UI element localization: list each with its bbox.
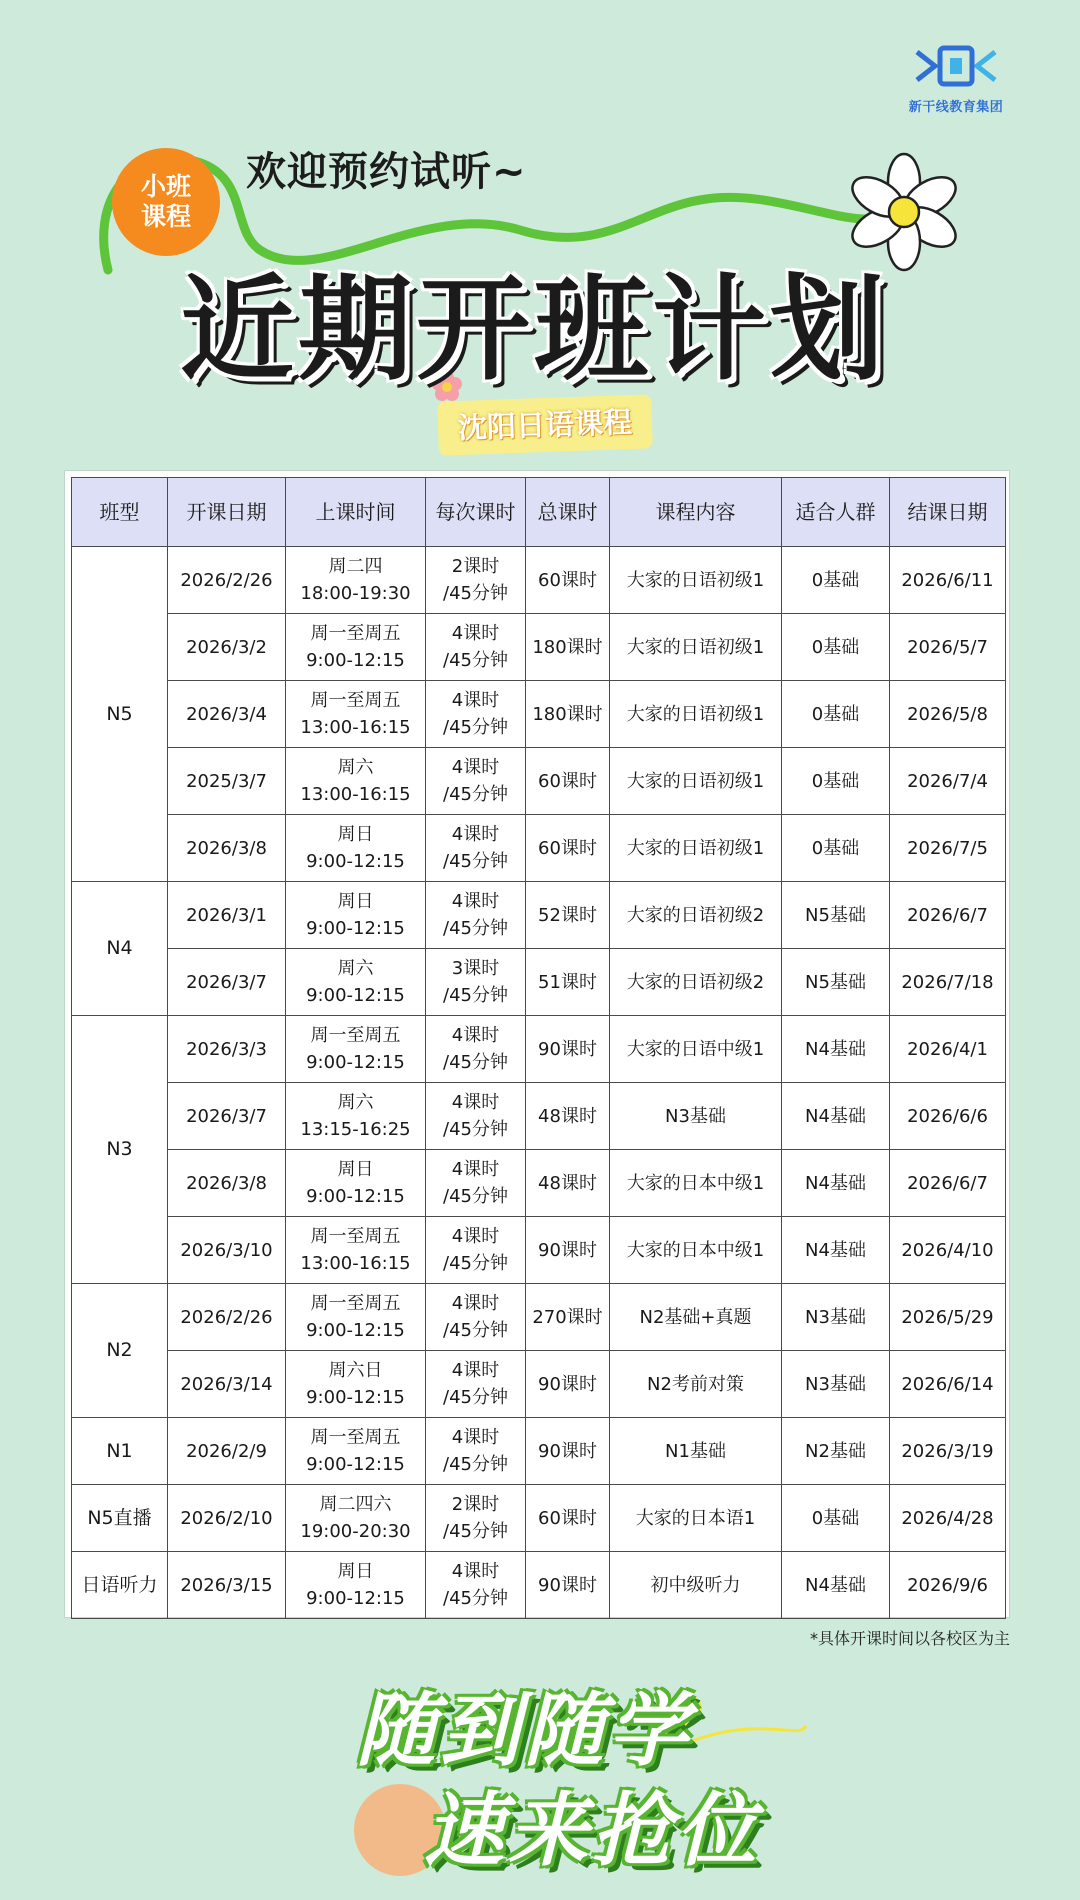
- target-level-cell: N4基础: [782, 1217, 890, 1284]
- class-type-cell: 日语听力: [72, 1552, 168, 1619]
- class-time-cell-line: 19:00-20:30: [300, 1521, 411, 1542]
- per-session-cell-line: /45分钟: [443, 1320, 508, 1341]
- course-content-cell: 初中级听力: [610, 1552, 782, 1619]
- badge-line-1: 小班: [140, 172, 191, 201]
- total-hours-cell: 60课时: [526, 547, 610, 614]
- total-hours-cell: 90课时: [526, 1351, 610, 1418]
- course-content-cell: N2基础+真题: [610, 1284, 782, 1351]
- per-session-cell-line: 4课时: [451, 1226, 500, 1247]
- class-time-cell-line: 13:15-16:25: [300, 1119, 411, 1140]
- column-header: 总课时: [526, 478, 610, 547]
- total-hours-cell: 180课时: [526, 614, 610, 681]
- brand-name: 新干线教育集团: [908, 100, 1004, 115]
- target-level-cell: N3基础: [782, 1284, 890, 1351]
- column-header: 开课日期: [168, 478, 286, 547]
- per-session-cell-line: /45分钟: [443, 918, 508, 939]
- course-content-cell: N2考前对策: [610, 1351, 782, 1418]
- per-session-cell-line: 4课时: [451, 1092, 500, 1113]
- class-time-cell-line: 周一至周五: [310, 1226, 401, 1247]
- per-session-cell-line: 4课时: [451, 1360, 500, 1381]
- course-content-cell: 大家的日语初级1: [610, 614, 782, 681]
- start-date-cell: 2025/3/7: [168, 748, 286, 815]
- column-header: 上课时间: [286, 478, 426, 547]
- start-date-cell: 2026/3/15: [168, 1552, 286, 1619]
- target-level-cell: N4基础: [782, 1150, 890, 1217]
- per-session-cell-line: /45分钟: [443, 1454, 508, 1475]
- total-hours-cell: 52课时: [526, 882, 610, 949]
- end-date-cell: 2026/3/19: [890, 1418, 1006, 1485]
- start-date-cell: 2026/3/10: [168, 1217, 286, 1284]
- start-date-cell: 2026/2/9: [168, 1418, 286, 1485]
- start-date-cell: 2026/2/26: [168, 1284, 286, 1351]
- start-date-cell: 2026/3/1: [168, 882, 286, 949]
- class-type-cell: N4: [72, 882, 168, 1016]
- per-session-cell-line: 3课时: [451, 958, 500, 979]
- class-time-cell-line: 18:00-19:30: [300, 583, 411, 604]
- target-level-cell: N4基础: [782, 1552, 890, 1619]
- total-hours-cell: 270课时: [526, 1284, 610, 1351]
- class-time-cell-line: 周日: [337, 1561, 374, 1582]
- total-hours-cell: 60课时: [526, 1485, 610, 1552]
- target-level-cell: N5基础: [782, 882, 890, 949]
- end-date-cell: 2026/4/10: [890, 1217, 1006, 1284]
- end-date-cell: 2026/4/1: [890, 1016, 1006, 1083]
- page-title: 近期开班计划: [180, 263, 889, 396]
- class-time-cell-line: 周一至周五: [310, 1293, 401, 1314]
- target-level-cell: 0基础: [782, 547, 890, 614]
- class-time-cell-line: 9:00-12:15: [306, 650, 405, 671]
- target-level-cell: N2基础: [782, 1418, 890, 1485]
- start-date-cell: 2026/3/8: [168, 1150, 286, 1217]
- per-session-cell-line: 4课时: [451, 1293, 500, 1314]
- target-level-cell: N5基础: [782, 949, 890, 1016]
- per-session-cell-line: 4课时: [451, 623, 500, 644]
- class-time-cell-line: 9:00-12:15: [306, 1454, 405, 1475]
- total-hours-cell: 60课时: [526, 815, 610, 882]
- per-session-cell-line: /45分钟: [443, 1186, 508, 1207]
- class-time-cell-line: 9:00-12:15: [306, 1052, 405, 1073]
- class-time-cell-line: 周六: [337, 1092, 374, 1113]
- per-session-cell-line: /45分钟: [443, 1253, 508, 1274]
- per-session-cell-line: /45分钟: [443, 1387, 508, 1408]
- start-date-cell: 2026/3/8: [168, 815, 286, 882]
- start-date-cell: 2026/3/7: [168, 949, 286, 1016]
- per-session-cell-line: /45分钟: [443, 851, 508, 872]
- class-time-cell-line: 9:00-12:15: [306, 1320, 405, 1341]
- total-hours-cell: 90课时: [526, 1217, 610, 1284]
- class-time-cell-line: 13:00-16:15: [300, 784, 411, 805]
- end-date-cell: 2026/6/14: [890, 1351, 1006, 1418]
- total-hours-cell: 48课时: [526, 1150, 610, 1217]
- course-content-cell: 大家的日语初级2: [610, 882, 782, 949]
- slogan-line-1: 随到随学: [356, 1684, 692, 1777]
- per-session-cell-line: /45分钟: [443, 583, 508, 604]
- column-header: 适合人群: [782, 478, 890, 547]
- per-session-cell-line: /45分钟: [443, 985, 508, 1006]
- per-session-cell-line: 4课时: [451, 824, 500, 845]
- target-level-cell: N4基础: [782, 1083, 890, 1150]
- class-time-cell-line: 周日: [337, 824, 374, 845]
- class-time-cell-line: 周六日: [328, 1360, 383, 1381]
- class-type-cell: N2: [72, 1284, 168, 1418]
- column-header: 每次课时: [426, 478, 526, 547]
- class-time-cell-line: 周日: [337, 891, 374, 912]
- course-content-cell: 大家的日语初级1: [610, 681, 782, 748]
- start-date-cell: 2026/3/4: [168, 681, 286, 748]
- per-session-cell-line: /45分钟: [443, 1521, 508, 1542]
- per-session-cell-line: 4课时: [451, 757, 500, 778]
- course-content-cell: 大家的日语初级1: [610, 547, 782, 614]
- start-date-cell: 2026/3/7: [168, 1083, 286, 1150]
- target-level-cell: 0基础: [782, 1485, 890, 1552]
- start-date-cell: 2026/2/10: [168, 1485, 286, 1552]
- target-level-cell: N4基础: [782, 1016, 890, 1083]
- column-header: 班型: [72, 478, 168, 547]
- per-session-cell-line: /45分钟: [443, 650, 508, 671]
- per-session-cell-line: /45分钟: [443, 1119, 508, 1140]
- end-date-cell: 2026/9/6: [890, 1552, 1006, 1619]
- class-time-cell-line: 周一至周五: [310, 690, 401, 711]
- class-time-cell-line: 周二四六: [319, 1494, 392, 1515]
- class-time-cell-line: 周一至周五: [310, 1427, 401, 1448]
- end-date-cell: 2026/4/28: [890, 1485, 1006, 1552]
- target-level-cell: N3基础: [782, 1351, 890, 1418]
- course-content-cell: 大家的日本中级1: [610, 1150, 782, 1217]
- class-time-cell-line: 周六: [337, 757, 374, 778]
- end-date-cell: 2026/7/4: [890, 748, 1006, 815]
- welcome-text: 欢迎预约试听~: [246, 149, 527, 195]
- per-session-cell-line: /45分钟: [443, 717, 508, 738]
- per-session-cell-line: /45分钟: [443, 784, 508, 805]
- start-date-cell: 2026/3/14: [168, 1351, 286, 1418]
- class-time-cell-line: 周六: [337, 958, 374, 979]
- end-date-cell: 2026/6/7: [890, 882, 1006, 949]
- target-level-cell: 0基础: [782, 681, 890, 748]
- subtitle-tag: 沈阳日语课程: [437, 394, 653, 455]
- class-time-cell-line: 周二四: [328, 556, 383, 577]
- class-time-cell-line: 9:00-12:15: [306, 985, 405, 1006]
- target-level-cell: 0基础: [782, 815, 890, 882]
- course-content-cell: 大家的日语中级1: [610, 1016, 782, 1083]
- footnote: *具体开课时间以各校区为主: [809, 1629, 1010, 1648]
- slogan-line-2: 速来抢位: [424, 1784, 760, 1877]
- target-level-cell: 0基础: [782, 748, 890, 815]
- course-content-cell: 大家的日本语1: [610, 1485, 782, 1552]
- badge-line-2: 课程: [140, 202, 191, 231]
- course-content-cell: 大家的日本中级1: [610, 1217, 782, 1284]
- per-session-cell-line: 4课时: [451, 690, 500, 711]
- class-time-cell-line: 9:00-12:15: [306, 1387, 405, 1408]
- end-date-cell: 2026/7/18: [890, 949, 1006, 1016]
- per-session-cell-line: 4课时: [451, 1427, 500, 1448]
- column-header: 课程内容: [610, 478, 782, 547]
- total-hours-cell: 51课时: [526, 949, 610, 1016]
- class-type-cell: N1: [72, 1418, 168, 1485]
- per-session-cell-line: 4课时: [451, 1561, 500, 1582]
- end-date-cell: 2026/5/8: [890, 681, 1006, 748]
- course-content-cell: 大家的日语初级1: [610, 748, 782, 815]
- class-time-cell-line: 9:00-12:15: [306, 851, 405, 872]
- class-time-cell-line: 13:00-16:15: [300, 717, 411, 738]
- per-session-cell-line: 2课时: [451, 556, 500, 577]
- total-hours-cell: 180课时: [526, 681, 610, 748]
- per-session-cell-line: 2课时: [451, 1494, 500, 1515]
- class-time-cell-line: 周一至周五: [310, 1025, 401, 1046]
- end-date-cell: 2026/5/29: [890, 1284, 1006, 1351]
- end-date-cell: 2026/6/6: [890, 1083, 1006, 1150]
- end-date-cell: 2026/6/11: [890, 547, 1006, 614]
- end-date-cell: 2026/5/7: [890, 614, 1006, 681]
- total-hours-cell: 60课时: [526, 748, 610, 815]
- course-content-cell: N1基础: [610, 1418, 782, 1485]
- course-content-cell: N3基础: [610, 1083, 782, 1150]
- start-date-cell: 2026/2/26: [168, 547, 286, 614]
- class-type-cell: N5直播: [72, 1485, 168, 1552]
- end-date-cell: 2026/6/7: [890, 1150, 1006, 1217]
- class-time-cell-line: 周一至周五: [310, 623, 401, 644]
- total-hours-cell: 90课时: [526, 1016, 610, 1083]
- total-hours-cell: 90课时: [526, 1552, 610, 1619]
- per-session-cell-line: 4课时: [451, 1159, 500, 1180]
- total-hours-cell: 48课时: [526, 1083, 610, 1150]
- total-hours-cell: 90课时: [526, 1418, 610, 1485]
- start-date-cell: 2026/3/2: [168, 614, 286, 681]
- class-time-cell-line: 13:00-16:15: [300, 1253, 411, 1274]
- end-date-cell: 2026/7/5: [890, 815, 1006, 882]
- per-session-cell-line: /45分钟: [443, 1052, 508, 1073]
- class-time-cell-line: 9:00-12:15: [306, 1588, 405, 1609]
- target-level-cell: 0基础: [782, 614, 890, 681]
- per-session-cell-line: /45分钟: [443, 1588, 508, 1609]
- course-content-cell: 大家的日语初级1: [610, 815, 782, 882]
- class-type-cell: N3: [72, 1016, 168, 1284]
- column-header: 结课日期: [890, 478, 1006, 547]
- per-session-cell-line: 4课时: [451, 891, 500, 912]
- course-content-cell: 大家的日语初级2: [610, 949, 782, 1016]
- start-date-cell: 2026/3/3: [168, 1016, 286, 1083]
- class-time-cell-line: 周日: [337, 1159, 374, 1180]
- per-session-cell-line: 4课时: [451, 1025, 500, 1046]
- class-type-cell: N5: [72, 547, 168, 882]
- class-time-cell-line: 9:00-12:15: [306, 918, 405, 939]
- class-time-cell-line: 9:00-12:15: [306, 1186, 405, 1207]
